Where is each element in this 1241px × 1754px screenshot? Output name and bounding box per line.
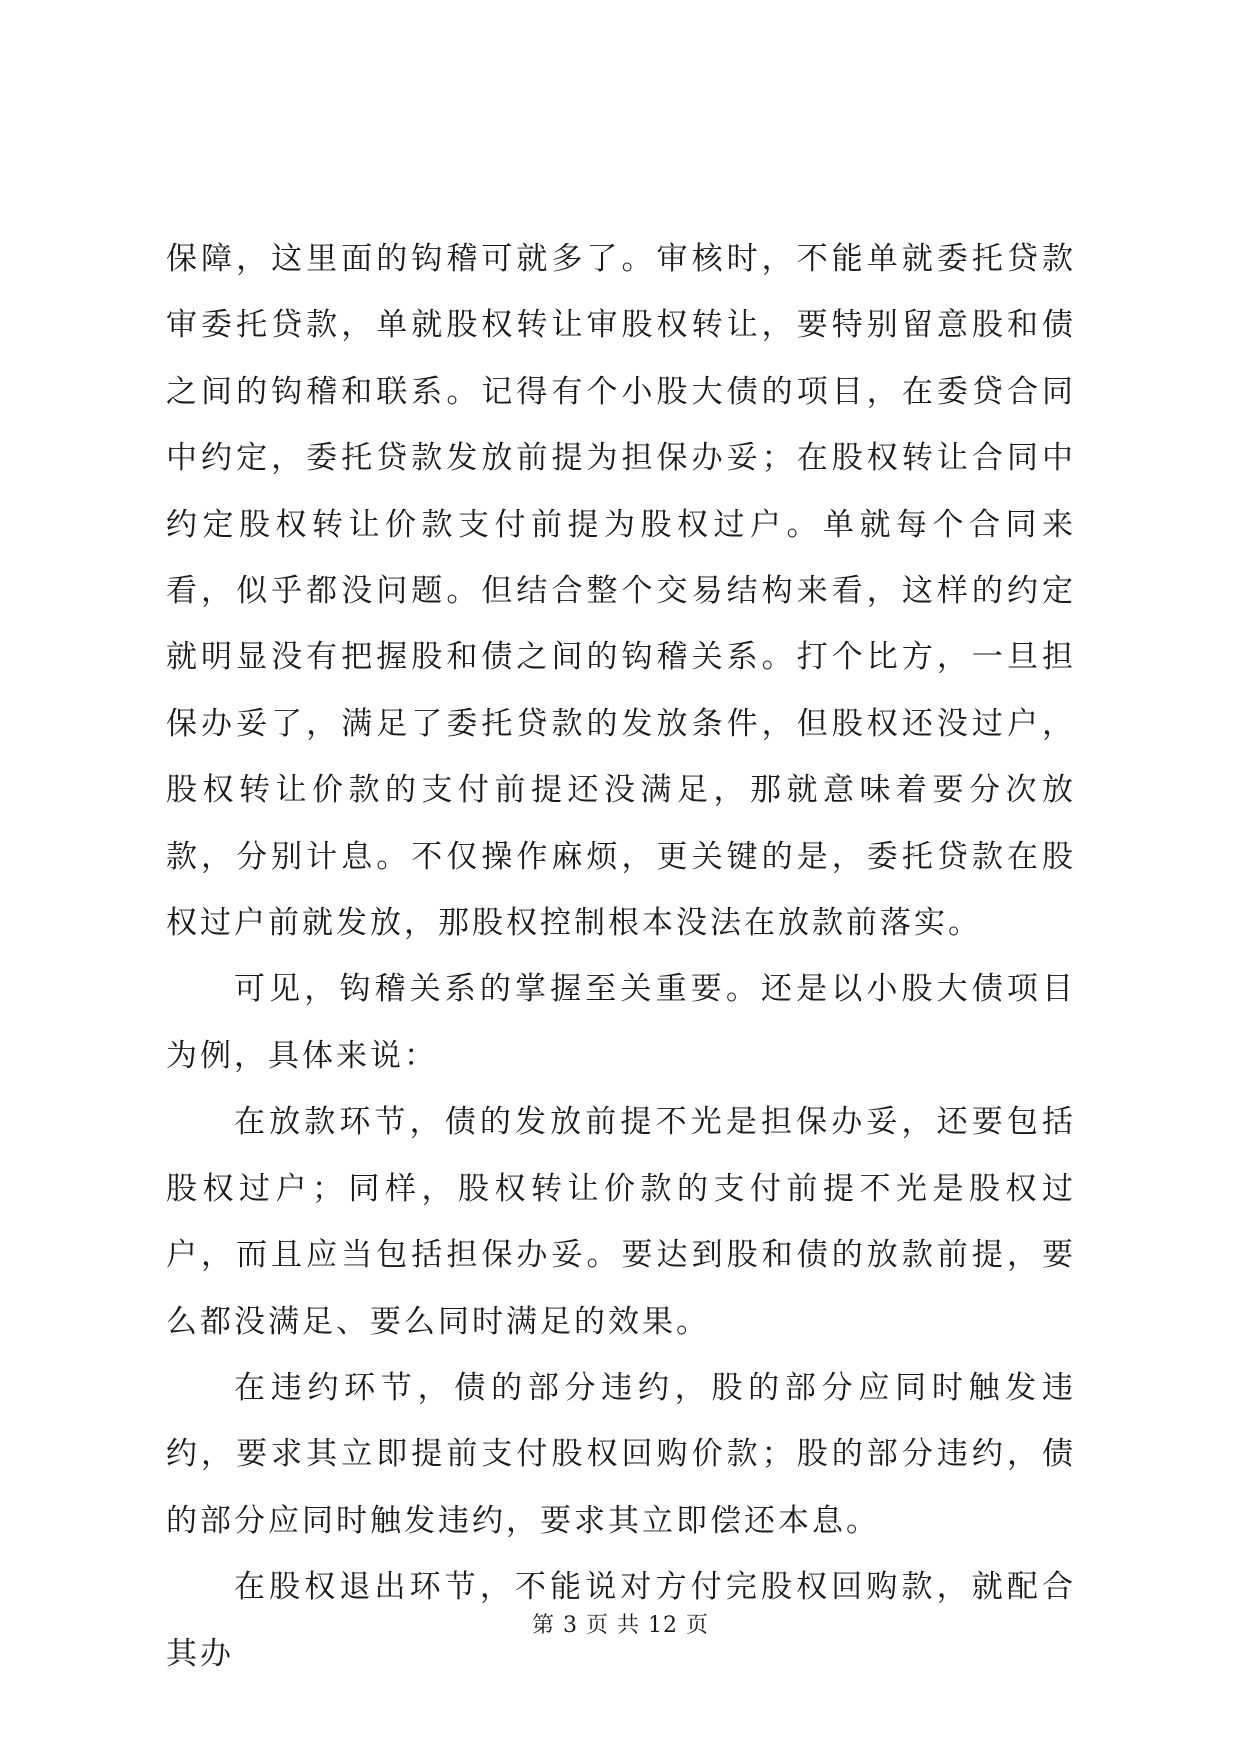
paragraph: 在违约环节，债的部分违约，股的部分应同时触发违约，要求其立即提前支付股权回购价款；股的部分违约，债的部分应同时触发违约，要求其立即偿还本息。 xyxy=(166,1369,1076,1539)
paragraph: 在放款环节，债的发放前提不光是担保办妥，还要包括股权过户；同样，股权转让价款的支付前提不光是股权过户，而且应当包括担保办妥。要达到股和债的放款前提，要么都没满足、要么同时满足的效果。 xyxy=(166,1104,1076,1340)
document-body xyxy=(166,226,1076,1687)
paragraph: 可见，钩稽关系的掌握至关重要。还是以小股大债项目为例，具体来说： xyxy=(166,971,1076,1074)
paragraph-continued: 保障，这里面的钩稽可就多了。审核时，不能单就委托贷款审委托贷款，单就股权转让审股权转让，要特别留意股和债之间的钩稽和联系。记得有个小股大债的项目，在委贷合同中约定，委托贷款发放前提为担保办妥；在股权转让合同中约定股权转让价款支付前提为股权过户。单就每个合同来看，似乎都没问题。但结合整个交易结构来看，这样的约定就明显没有把握股和债之间的钩稽关系。打个比方，一旦担保办妥了，满足了委托贷款的发放条件，但股权还没过户，股权转让价款的支付前提还没满足，那就意味着要分次放款，分别计息。不仅操作麻烦，更关键的是，委托贷款在股权过户前就发放，那股权控制根本没法在放款前落实。 xyxy=(166,241,1076,942)
page-number-footer: 第 3 页 共 12 页 xyxy=(532,1613,709,1638)
paragraph: 在股权退出环节，不能说对方付完股权回购款，就配合其办 xyxy=(166,1569,1076,1672)
